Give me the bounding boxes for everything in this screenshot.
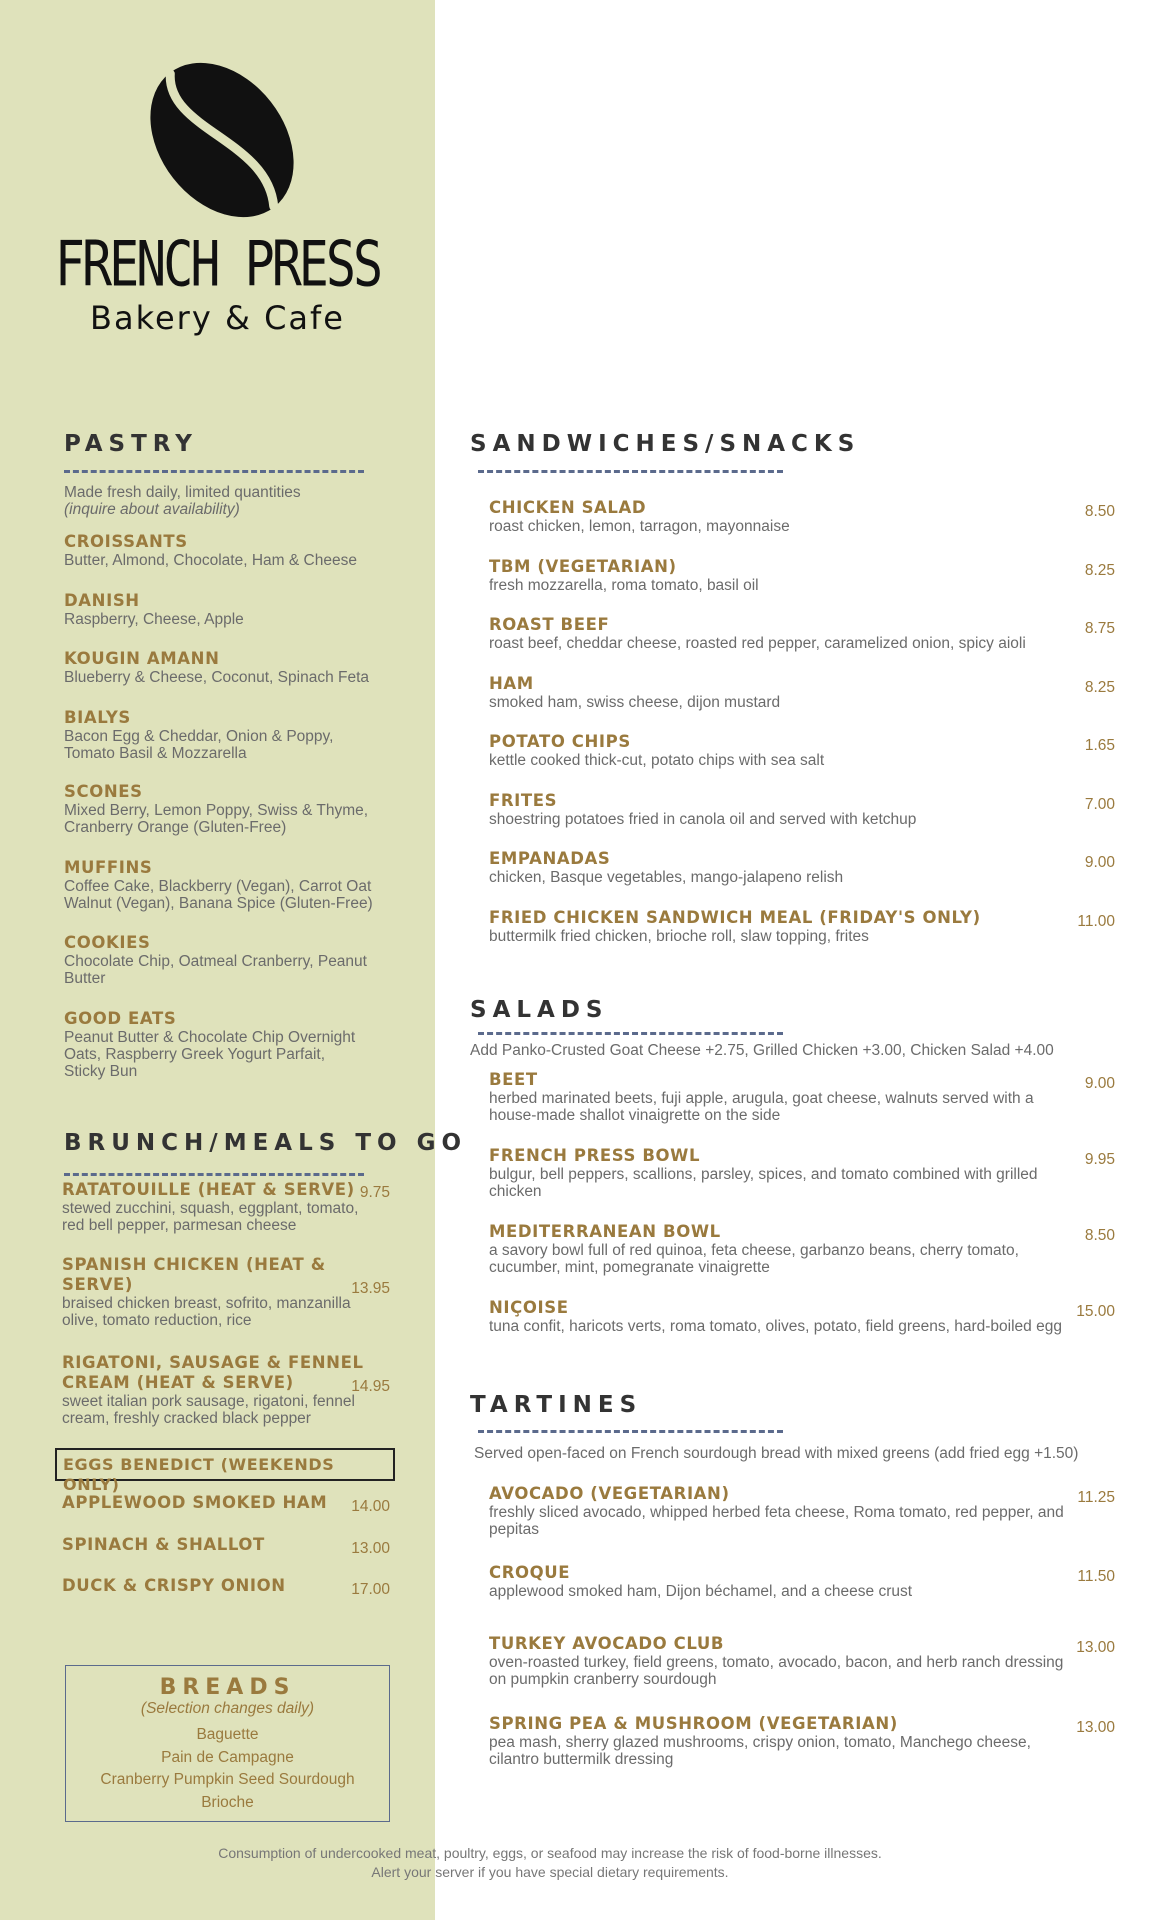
menu-item (64, 933, 404, 987)
item-price: 11.50 (1077, 1568, 1115, 1585)
item-description: roast chicken, lemon, tarragon, mayonnaise (489, 518, 790, 535)
item-description: tuna confit, haricots verts, roma tomato, olives, potato, field greens, hard-boiled egg (489, 1318, 1062, 1335)
brunch-title: BRUNCH/MEALS TO GO (64, 1130, 468, 1156)
item-name: ROAST BEEF (489, 615, 610, 634)
footer-line2: Alert your server if you have special dietary requirements. (371, 1864, 729, 1880)
menu-item (489, 1222, 1109, 1276)
menu-item (489, 557, 1109, 594)
item-name: FRIED CHICKEN SANDWICH MEAL (FRIDAY'S ONLY) (489, 908, 981, 927)
item-description: Sticky Bun (64, 1063, 138, 1080)
item-description: Tomato Basil & Mozzarella (64, 745, 247, 762)
item-price: 9.75 (359, 1184, 390, 1201)
item-name: APPLEWOOD SMOKED HAM (62, 1493, 328, 1512)
item-name: CHICKEN SALAD (489, 498, 647, 517)
item-name: MEDITERRANEAN BOWL (489, 1222, 721, 1241)
item-description: chicken (489, 1183, 542, 1200)
item-description: roast beef, cheddar cheese, roasted red pepper, caramelized onion, spicy aioli (489, 635, 1026, 652)
item-name: CROQUE (489, 1563, 571, 1582)
item-name: CREAM (HEAT & SERVE) (62, 1373, 294, 1392)
item-price: 13.00 (1076, 1719, 1115, 1736)
item-price: 8.50 (1084, 1227, 1115, 1244)
pastry-note (64, 484, 301, 518)
item-name: SPINACH & SHALLOT (62, 1535, 265, 1554)
menu-item (489, 1563, 1109, 1600)
breads-box (65, 1665, 390, 1822)
item-price: 14.00 (351, 1498, 390, 1515)
item-description: sweet italian pork sausage, rigatoni, fennel (62, 1393, 355, 1410)
item-name: GOOD EATS (64, 1009, 177, 1028)
item-description: herbed marinated beets, fuji apple, arugula, goat cheese, walnuts served with a (489, 1090, 1034, 1107)
coffee-bean-logo (140, 58, 305, 223)
menu-item (62, 1576, 362, 1596)
menu-item (489, 732, 1109, 769)
item-name: RIGATONI, SAUSAGE & FENNEL (62, 1353, 364, 1372)
item-name: RATATOUILLE (HEAT & SERVE) (62, 1180, 355, 1199)
item-description: shoestring potatoes fried in canola oil and served with ketchup (489, 811, 917, 828)
item-description: applewood smoked ham, Dijon béchamel, and a cheese crust (489, 1583, 913, 1600)
item-price: 13.00 (1076, 1639, 1115, 1656)
menu-item (489, 1070, 1109, 1124)
item-description: Raspberry, Cheese, Apple (64, 611, 244, 628)
brand-name: FRENCH PRESS (54, 227, 381, 301)
salads-title: SALADS (470, 997, 609, 1023)
item-description: Peanut Butter & Chocolate Chip Overnight (64, 1029, 356, 1046)
bread-item: Brioche (201, 1793, 254, 1811)
item-name: SPANISH CHICKEN (HEAT & (62, 1255, 326, 1274)
item-price: 17.00 (351, 1581, 390, 1598)
item-description: buttermilk fried chicken, brioche roll, slaw topping, frites (489, 928, 869, 945)
menu-item (489, 1484, 1109, 1538)
brunch-divider (64, 1173, 364, 1176)
item-price: 9.00 (1084, 1075, 1115, 1092)
item-description: kettle cooked thick-cut, potato chips with sea salt (489, 752, 825, 769)
tartines-note: Served open-faced on French sourdough bread with mixed greens (add fried egg +1.50) (474, 1445, 1079, 1462)
footer (0, 1844, 1100, 1882)
sandwiches-title: SANDWICHES/SNACKS (470, 431, 861, 457)
menu-item (62, 1493, 362, 1513)
item-price: 13.95 (351, 1280, 390, 1297)
menu-item (64, 858, 404, 912)
item-name: SPRING PEA & MUSHROOM (VEGETARIAN) (489, 1714, 898, 1733)
item-name: SCONES (64, 782, 143, 801)
tartines-divider (478, 1430, 783, 1433)
item-description: smoked ham, swiss cheese, dijon mustard (489, 694, 781, 711)
menu-item (64, 1009, 404, 1080)
item-description: cucumber, mint, pomegranate vinaigrette (489, 1259, 770, 1276)
item-description: house-made shallot vinaigrette on the side (489, 1107, 781, 1124)
tartines-title: TARTINES (470, 1392, 643, 1418)
breads-subtitle: (Selection changes daily) (140, 1700, 315, 1717)
item-name: CROISSANTS (64, 532, 188, 551)
item-description: Chocolate Chip, Oatmeal Cranberry, Peanut (64, 953, 367, 970)
item-price: 8.25 (1084, 562, 1115, 579)
menu-item (64, 649, 404, 686)
breads-title: BREADS (159, 1675, 296, 1700)
menu-item (489, 1634, 1109, 1688)
item-price: 8.25 (1084, 679, 1115, 696)
item-description: Butter, Almond, Chocolate, Ham & Cheese (64, 552, 357, 569)
item-description: Butter (64, 970, 106, 987)
item-description: stewed zucchini, squash, eggplant, tomato, (62, 1200, 359, 1217)
salads-note: Add Panko-Crusted Goat Cheese +2.75, Grilled Chicken +3.00, Chicken Salad +4.00 (470, 1042, 1054, 1059)
item-description: bulgur, bell peppers, scallions, parsley, spices, and tomato combined with grilled (489, 1166, 1038, 1183)
item-name: AVOCADO (VEGETARIAN) (489, 1484, 730, 1503)
sandwiches-divider (478, 470, 783, 473)
item-name: DANISH (64, 591, 140, 610)
item-description: Cranberry Orange (Gluten-Free) (64, 819, 287, 836)
item-price: 15.00 (1076, 1303, 1115, 1320)
item-name: DUCK & CRISPY ONION (62, 1576, 286, 1595)
item-price: 9.95 (1084, 1151, 1115, 1168)
eggs-benedict-heading: EGGS BENEDICT (WEEKENDS ONLY) (63, 1455, 335, 1494)
item-description: pepitas (489, 1521, 539, 1538)
item-price: 1.65 (1084, 737, 1115, 754)
item-description: pea mash, sherry glazed mushrooms, crispy onion, tomato, Manchego cheese, (489, 1734, 1031, 1751)
item-description: Bacon Egg & Cheddar, Onion & Poppy, (64, 728, 334, 745)
item-name: POTATO CHIPS (489, 732, 631, 751)
item-name: HAM (489, 674, 534, 693)
item-description: Blueberry & Cheese, Coconut, Spinach Feta (64, 669, 370, 686)
menu-item (64, 708, 404, 762)
menu-item (489, 498, 1109, 535)
item-name: TBM (VEGETARIAN) (489, 557, 677, 576)
item-description: freshly sliced avocado, whipped herbed feta cheese, Roma tomato, red pepper, and (489, 1504, 1064, 1521)
menu-item (64, 591, 404, 628)
pastry-divider (64, 470, 364, 473)
item-description: braised chicken breast, sofrito, manzanilla (62, 1295, 351, 1312)
pastry-note-line2: (inquire about availability) (64, 501, 240, 518)
item-price: 8.75 (1084, 620, 1115, 637)
footer-line1: Consumption of undercooked meat, poultry, eggs, or seafood may increase the risk of food-borne illnesses. (218, 1845, 882, 1861)
menu-item (489, 849, 1109, 886)
item-description: cilantro buttermilk dressing (489, 1751, 674, 1768)
bread-item: Pain de Campagne (161, 1748, 294, 1766)
item-description: a savory bowl full of red quinoa, feta cheese, garbanzo beans, cherry tomato, (489, 1242, 1019, 1259)
item-name: COOKIES (64, 933, 151, 952)
menu-item (489, 1714, 1109, 1768)
brand-tagline: Bakery & Cafe (90, 299, 345, 337)
item-description: oven-roasted turkey, field greens, tomato, avocado, bacon, and herb ranch dressing (489, 1654, 1064, 1671)
item-name: SERVE) (62, 1275, 134, 1294)
menu-item (64, 532, 404, 569)
item-price: 9.00 (1084, 854, 1115, 871)
item-name: NIÇOISE (489, 1298, 569, 1317)
menu-item (64, 782, 404, 836)
bread-item: Cranberry Pumpkin Seed Sourdough (100, 1771, 355, 1788)
item-description: red bell pepper, parmesan cheese (62, 1217, 297, 1234)
menu-item (489, 908, 1109, 945)
item-name: BEET (489, 1070, 538, 1089)
bread-item: Baguette (196, 1726, 259, 1743)
item-name: FRITES (489, 791, 558, 810)
item-price: 11.25 (1077, 1489, 1115, 1506)
item-price: 11.00 (1077, 913, 1115, 930)
item-name: EMPANADAS (489, 849, 611, 868)
item-price: 8.50 (1084, 503, 1115, 520)
item-description: cream, freshly cracked black pepper (62, 1410, 311, 1427)
item-description: fresh mozzarella, roma tomato, basil oil (489, 577, 759, 594)
menu-item (489, 1298, 1109, 1335)
pastry-title: PASTRY (64, 431, 198, 457)
salads-divider (478, 1032, 783, 1035)
item-name: MUFFINS (64, 858, 153, 877)
item-description: Coffee Cake, Blackberry (Vegan), Carrot Oat (64, 878, 372, 895)
item-name: KOUGIN AMANN (64, 649, 220, 668)
breads-list (66, 1724, 389, 1814)
item-name: FRENCH PRESS BOWL (489, 1146, 701, 1165)
item-price: 13.00 (351, 1540, 390, 1557)
menu-item (489, 791, 1109, 828)
item-description: chicken, Basque vegetables, mango-jalapeno relish (489, 869, 844, 886)
item-description: olive, tomato reduction, rice (62, 1312, 252, 1329)
menu-item (489, 1146, 1109, 1200)
item-name: TURKEY AVOCADO CLUB (489, 1634, 725, 1653)
menu-item (489, 615, 1109, 652)
item-price: 7.00 (1084, 796, 1115, 813)
item-description: Oats, Raspberry Greek Yogurt Parfait, (64, 1046, 326, 1063)
menu-item (62, 1535, 362, 1555)
eggs-benedict-box (55, 1448, 395, 1494)
item-description: Mixed Berry, Lemon Poppy, Swiss & Thyme, (64, 802, 369, 819)
item-description: Walnut (Vegan), Banana Spice (Gluten-Free) (64, 895, 373, 912)
menu-item (489, 674, 1109, 711)
item-price: 14.95 (351, 1378, 390, 1395)
item-name: BIALYS (64, 708, 131, 727)
pastry-note-line1: Made fresh daily, limited quantities (64, 484, 301, 501)
item-description: on pumpkin cranberry sourdough (489, 1671, 717, 1688)
